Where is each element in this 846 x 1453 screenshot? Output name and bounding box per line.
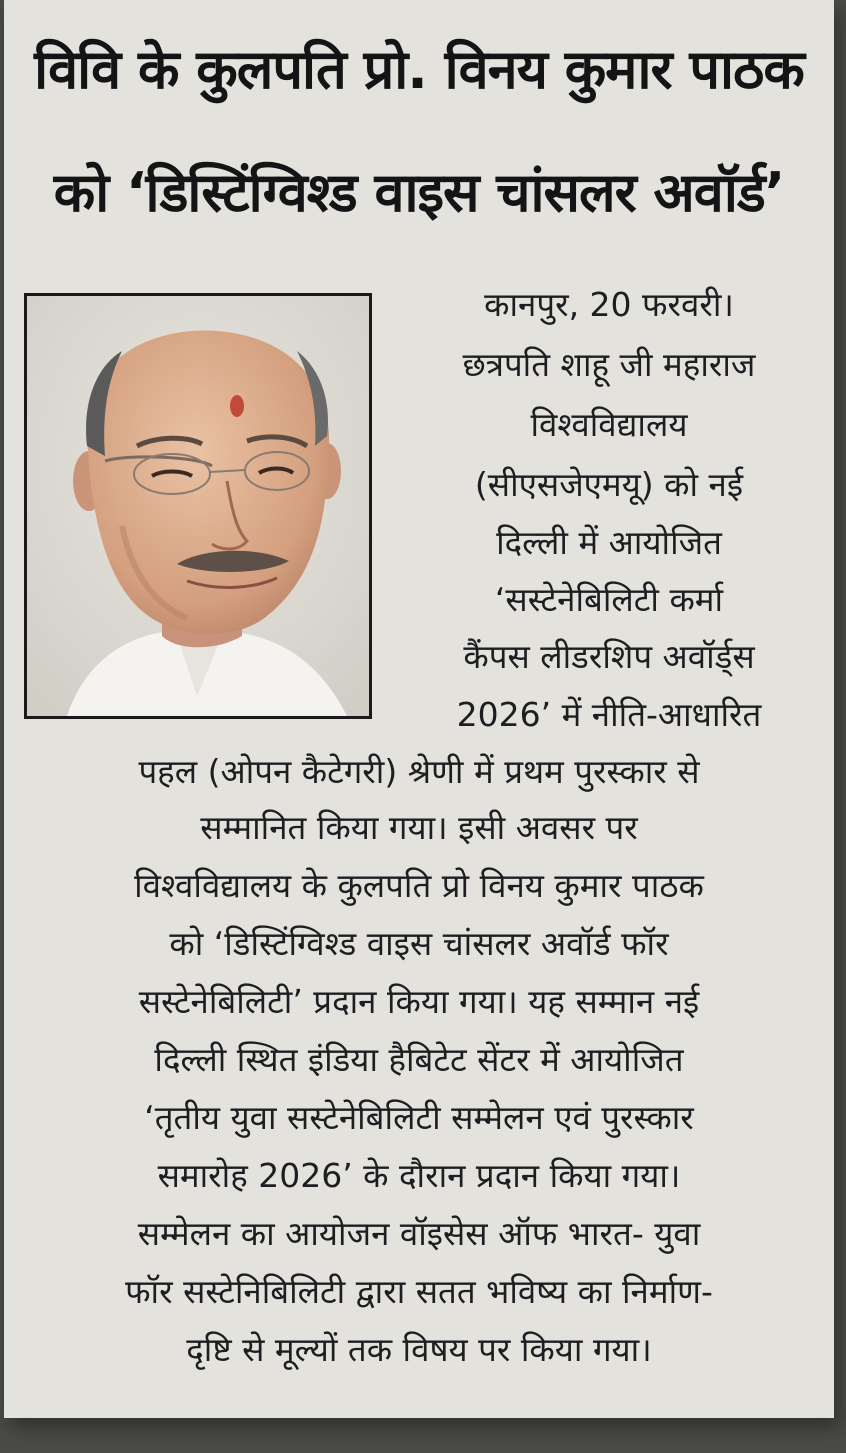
body-line: दिल्ली में आयोजित <box>496 523 722 562</box>
newspaper-clipping <box>4 0 834 1418</box>
body-line: कानपुर, 20 फरवरी। <box>484 285 734 324</box>
body-line: (सीएसजेएमयू) को नई <box>474 465 744 504</box>
portrait-photo <box>24 293 372 719</box>
body-line: 2026’ में नीति-आधारित <box>456 695 762 734</box>
headline-line-1: विवि के कुलपति प्रो. विनय कुमार पाठक <box>34 38 804 101</box>
body-line: सस्टेनेबिलिटी’ प्रदान किया गया। यह सम्मान नई <box>138 982 700 1021</box>
body-line: सम्मानित किया गया। इसी अवसर पर <box>200 808 638 847</box>
body-line: छत्रपति शाहू जी महाराज <box>462 345 756 384</box>
body-line: विश्वविद्यालय के कुलपति प्रो विनय कुमार पाठक <box>134 866 704 905</box>
headline-line-2: को ‘डिस्टिंग्विश्ड वाइस चांसलर अवॉर्ड’ <box>53 161 785 224</box>
body-line: फॉर सस्टेनिबिलिटी द्वारा सतत भविष्य का निर्माण- <box>125 1272 713 1311</box>
body-line: कैंपस लीडरशिप अवॉर्ड्स <box>463 637 755 676</box>
body-line: सम्मेलन का आयोजन वॉइसेस ऑफ भारत- युवा <box>137 1214 701 1253</box>
body-line: दृष्टि से मूल्यों तक विषय पर किया गया। <box>186 1330 652 1369</box>
body-line: को ‘डिस्टिंग्विश्ड वाइस चांसलर अवॉर्ड फॉर <box>169 924 669 963</box>
body-line: दिल्ली स्थित इंडिया हैबिटेट सेंटर में आयोजित <box>154 1040 684 1079</box>
body-line: समारोह 2026’ के दौरान प्रदान किया गया। <box>157 1156 681 1195</box>
body-line: ‘तृतीय युवा सस्टेनेबिलिटी सम्मेलन एवं पुरस्कार <box>144 1098 694 1137</box>
portrait-illustration <box>27 296 369 716</box>
body-line: विश्वविद्यालय <box>530 405 688 444</box>
body-line: ‘सस्टेनेबिलिटी कर्मा <box>494 580 724 619</box>
body-line: पहल (ओपन कैटेगरी) श्रेणी में प्रथम पुरस्कार से <box>138 752 700 791</box>
